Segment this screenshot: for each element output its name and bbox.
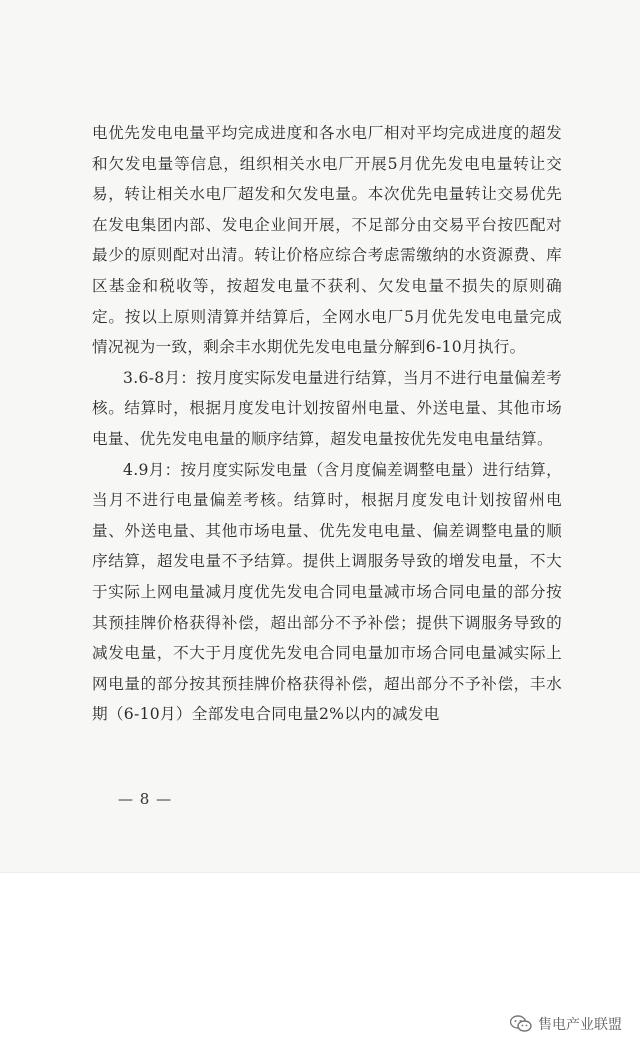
wechat-icon xyxy=(510,1015,532,1033)
paragraph-item-3: 3.6-8月：按月度实际发电量进行结算，当月不进行电量偏差考核。结算时，根据月度发电计划按留州电量、外送电量、其他市场电量、优先发电电量的顺序结算，超发电量按优先发电电量结算。 xyxy=(92,368,562,448)
watermark-text: 售电产业联盟 xyxy=(538,1017,622,1033)
paragraph-continuation: 电优先发电电量平均完成进度和各水电厂相对平均完成进度的超发和欠发电量等信息，组织相关水电厂开展5月优先发电电量转让交易，转让相关水电厂超发和欠发电量。本次优先电量转让交易优先在发电集团内部、发电企业间开展，不足部分由交易平台按匹配对最少的原则配对出清。转让价格应综合考虑需缴纳的水资源费、库区基金和税收等，按超发电量不获利、欠发电量不损失的原则确定。按以上原则清算并结算后，全网水电厂5月优先发电电量完成情况视为一致，剩余丰水期优先发电电量分解到6-10月执行。 xyxy=(92,124,562,357)
page-number: — 8 — xyxy=(118,790,173,808)
paragraph-item-4: 4.9月：按月度实际发电量（含月度偏差调整电量）进行结算，当月不进行电量偏差考核。结算时，根据月度发电计划按留州电量、外送电量、其他市场电量、优先发电电量、偏差调整电量的顺序结算，超发电量不予结算。提供上调服务导致的增发电量，不大于实际上网电量减月度优先发电合同电量减市场合同电量的部分按其预挂牌价格获得补偿，超出部分不予补偿；提供下调服务导致的减发电量，不大于月度优先发电合同电量加市场合同电量减实际上网电量的部分按其预挂牌价格获得补偿，超出部分不予补偿，丰水期（6-10月）全部发电合同电量2%以内的减发电 xyxy=(92,460,562,724)
document-body xyxy=(92,118,562,730)
wechat-watermark xyxy=(510,1014,622,1034)
